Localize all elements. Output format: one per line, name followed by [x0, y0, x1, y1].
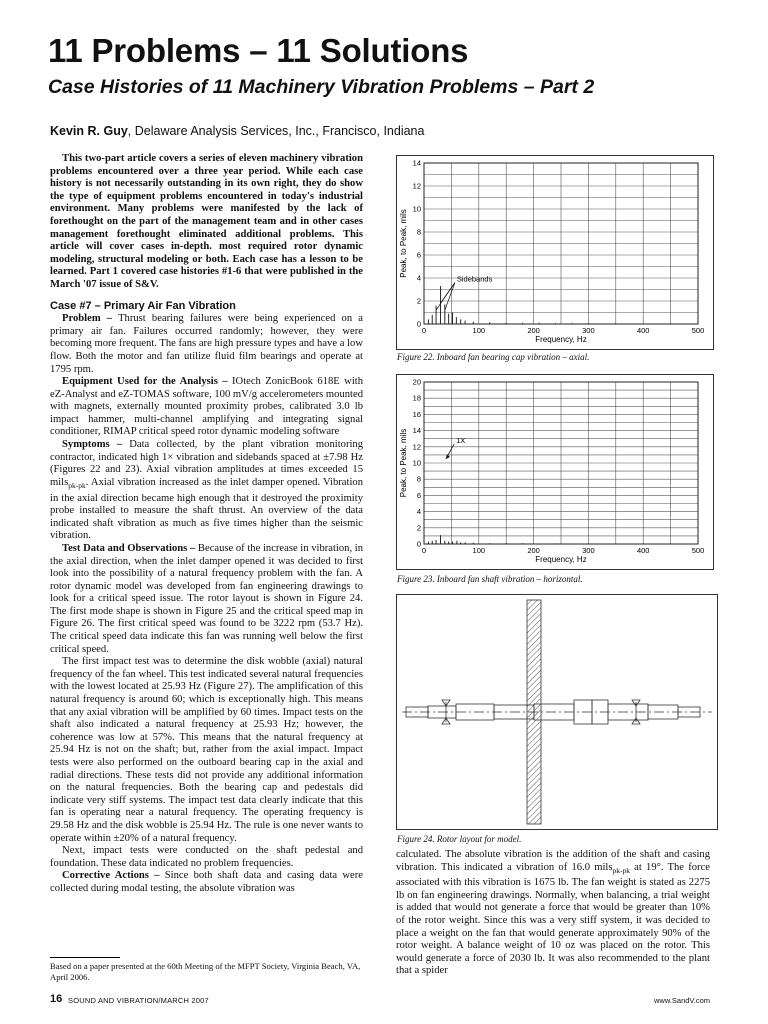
- fig22-x-tick-label: 300: [582, 326, 595, 335]
- author-line: [50, 124, 424, 138]
- author-name: Kevin R. Guy: [50, 124, 128, 138]
- fig23-x-tick-label: 200: [527, 546, 540, 555]
- page-number: 16: [50, 993, 63, 1005]
- fig23-annotation-label: 1X: [456, 435, 466, 445]
- test-paragraph: [50, 543, 363, 656]
- symptoms-text-2: . Axial vibration increased as the inlet damper opened. Vibration in the axial direction became high enough that it destroyed the proximity probe installed to measure the shaft thrust. An overview of the data indicated shaft vibration as much as five times higher than the seismic vibration.: [50, 476, 363, 542]
- fig23-y-tick-label: 2: [416, 523, 421, 533]
- symptoms-paragraph: [50, 439, 363, 543]
- fig23-x-axis-label: Frequency, Hz: [535, 555, 587, 564]
- fig23-x-tick-label: 100: [472, 546, 486, 555]
- fig23-x-tick-label: 400: [636, 546, 650, 555]
- publication-info: SOUND AND VIBRATION/MARCH 2007: [68, 996, 209, 1005]
- figure-22-caption: Figure 22. Inboard fan bearing cap vibration – axial.: [397, 352, 590, 362]
- impact-paragraph: The first impact test was to determine the disk wobble (axial) natural frequency of the fan wheel. This test indicated several natural frequencies with the lowest located at 25.93 Hz (Figure 27). The amplification of this natural frequency is around 60; which is exceptionally high. This means that any axial vibration will be amplified by 60 times. Impact tests on the shaft also indicated a natural frequency at 25.93 Hz; however, the coherence was low at 57%. This means that the natural frequency at 25.94 Hz is not on the shaft; but, rather from the axial impact. Impact tests were also performed on the outboard bearing cap in the axial and radial directions. These tests did not provide any additional information on the natural frequencies. Both the bearing cap and pedestals did indicate very stiff systems. The impact test data clearly indicate that this fan is operating near a natural frequency. The operating frequency is 29.58 Hz and the disk wobble is 25.94 Hz. The rule is one never wants to operate within ±20% of a natural frequency.: [50, 656, 363, 844]
- case-heading: Case #7 – Primary Air Fan Vibration: [50, 299, 236, 312]
- figure-24-rotor-layout: [396, 594, 718, 830]
- fig23-y-tick-label: 18: [412, 393, 421, 403]
- fig23-y-tick-label: 14: [412, 426, 421, 436]
- fig22-y-tick-label: 2: [416, 296, 421, 306]
- fig23-y-tick-label: 20: [412, 377, 421, 387]
- corrective-text: Since both shaft data and casing data were collected during modal testing, the absolute vibration was: [50, 870, 363, 894]
- website-link: www.SandV.com: [653, 996, 710, 1005]
- footnote-rule: [50, 957, 120, 958]
- next-paragraph: Next, impact tests were conducted on the shaft pedestal and foundation. These data indicated no problem frequencies.: [50, 845, 363, 869]
- right-paragraph: [396, 849, 710, 978]
- test-text: Because of the increase in vibration, in the axial direction, when the inlet damper opened it was decided to first look into the possibility of a natural frequency problem with the fan. A rotor dynamic model was developed from fan engineering drawings to look for a critical speed issue. The rotor layout is shown in Figure 24. The first mode shape is shown in Figure 25 and the critical speed map in Figure 26. The first critical speed was found to be 3222 rpm (53.7 Hz). The critical speed data indicate this fan was running well below the first critical speed.: [50, 542, 363, 655]
- figure-22-chart: [396, 155, 714, 350]
- fig23-y-tick-label: 4: [416, 507, 421, 517]
- fig22-y-tick-label: 0: [416, 319, 421, 329]
- problem-paragraph: [50, 313, 363, 376]
- fig23-y-tick-label: 6: [416, 490, 421, 500]
- left-column: [50, 153, 363, 896]
- corrective-paragraph: [50, 870, 363, 895]
- fig22-y-tick-label: 10: [412, 204, 421, 214]
- equipment-paragraph: [50, 376, 363, 439]
- fig23-y-tick-label: 0: [416, 539, 421, 549]
- fig23-y-tick-label: 16: [412, 409, 421, 419]
- right-column: [396, 849, 710, 978]
- fig22-x-tick-label: 200: [527, 326, 540, 335]
- problem-label: Problem –: [62, 313, 113, 325]
- fig23-x-tick-label: 0: [421, 546, 427, 555]
- article-title: 11 Problems – 11 Solutions: [48, 32, 469, 69]
- figure-23-chart: [396, 374, 714, 570]
- right-subscript: pk-pk: [612, 865, 630, 875]
- symptoms-text-1: Data collected, by the plant vibration monitoring contractor, indicated high 1× vibration and sidebands spaced at ±7.98 Hz (Figures 22 and 23). Axial vibration amplitudes at times exceeded 15 mils: [50, 439, 364, 488]
- fig23-y-tick-label: 12: [412, 442, 421, 452]
- fig22-x-tick-label: 0: [421, 326, 427, 335]
- fig22-y-tick-label: 8: [416, 227, 421, 237]
- fig23-y-tick-label: 10: [412, 458, 421, 468]
- fig22-x-tick-label: 500: [691, 326, 705, 335]
- figure-24-caption: Figure 24. Rotor layout for model.: [397, 834, 522, 844]
- fig22-y-tick-label: 4: [416, 273, 421, 283]
- fig22-x-tick-label: 100: [472, 326, 486, 335]
- fig22-y-axis-label: Peak, to Peak, mils: [399, 209, 408, 278]
- article-subtitle: Case Histories of 11 Machinery Vibration Problems – Part 2: [48, 76, 595, 98]
- author-affiliation: , Delaware Analysis Services, Inc., Francisco, Indiana: [127, 124, 425, 138]
- figure-23-caption: Figure 23. Inboard fan shaft vibration – horizontal.: [397, 574, 583, 584]
- fig22-y-tick-label: 14: [412, 158, 421, 168]
- corrective-label: Corrective Actions –: [62, 870, 160, 882]
- fig22-annotation-label: Sidebands: [456, 274, 493, 284]
- right-text-1: calculated. The absolute vibration is the addition of the shaft and casing vibration. This indicated a vibration of 16.0 mils: [396, 849, 710, 873]
- fig22-frame: [397, 156, 714, 350]
- fig23-y-tick-label: 8: [416, 474, 421, 484]
- equipment-text: IOtech ZonicBook 618E with eZ-Analyst and eZ-TOMAS software, 100 mV/g accelerometers mounted with magnets, externally mounted proximity probes, calibrated 3.0 lb impact hammer, multi-channel amplifying and integrating signal conditioner, RIMAP critical speed rotor dynamic modeling software: [50, 376, 363, 438]
- fig22-y-tick-label: 12: [412, 181, 421, 191]
- fig22-x-tick-label: 400: [636, 326, 650, 335]
- footnote: Based on a paper presented at the 60th Meeting of the MFPT Society, Virginia Beach, VA, April 2006.: [50, 961, 361, 982]
- symptoms-label: Symptoms –: [62, 439, 123, 451]
- fig22-y-tick-label: 6: [416, 250, 421, 260]
- fig22-x-axis-label: Frequency, Hz: [535, 335, 587, 344]
- fig23-frame: [397, 375, 714, 570]
- right-text-2: at 19°. The force associated with this vibration is 1675 lb. The fan weight is stated as 2275 lb on fan engineering drawings. Normally, when balancing, a trial weight is added that would not generate a force that would be greater than 10% of the rotor weight. Since this was a very stiff system, it was decided to place a weight on the fan that would generate approximately 90% of the rotor weight. A balance weight of 10 oz was placed on the rotor. This would generate a force of 2030 lb. It was also recommended to the plant that a spider: [396, 861, 710, 977]
- fig23-x-tick-label: 300: [582, 546, 595, 555]
- abstract: This two-part article covers a series of eleven machinery vibration problems encountered over a three year period. While each case history is not necessarily outstanding in its own right, they do show the type of equipment problems encountered in today's industrial environment. Many problems were manifested by the lack of forethought on the part of the management team and in other cases management forethought eliminated additional problems. This article will cover cases in-depth. most required rotor dynamic modeling, structural modeling or both. Each case has a lesson to be learned. Part 1 covered case histories #1-6 that were published in the March '07 issue of S&V.: [50, 153, 363, 290]
- problem-text: Thrust bearing failures were being experienced on a primary air fan. Failures occurred randomly; however, they were becoming more frequent. The fans are high pressure types and have a low flow. Both the motor and fan utilize fluid film bearings and operate at 1795 rpm.: [50, 313, 363, 375]
- test-label: Test Data and Observations –: [62, 542, 196, 554]
- equipment-label: Equipment Used for the Analysis –: [62, 376, 228, 388]
- fig23-x-tick-label: 500: [691, 546, 705, 555]
- fan-disk: [527, 600, 541, 824]
- symptoms-subscript: pk-pk: [68, 480, 86, 490]
- fig23-y-axis-label: Peak, to Peak, mils: [399, 428, 408, 498]
